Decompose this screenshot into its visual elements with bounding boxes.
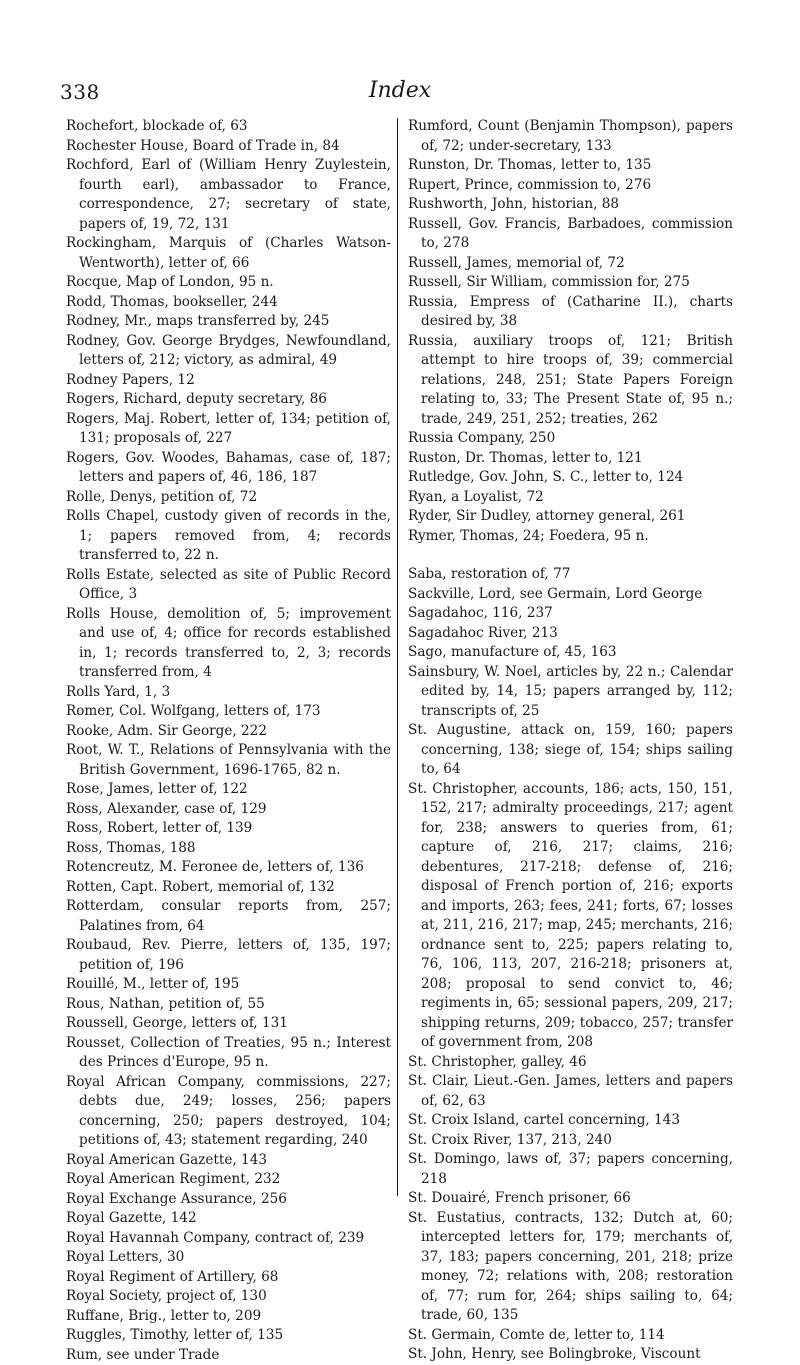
index-entry: Ryan, a Loyalist, 72 <box>408 488 733 508</box>
index-entry: Roubaud, Rev. Pierre, letters of, 135, 197; petition of, 196 <box>66 936 391 975</box>
index-entry: Rogers, Maj. Robert, letter of, 134; petition of, 131; proposals of, 227 <box>66 410 391 449</box>
index-entry: Rouillé, M., letter of, 195 <box>66 975 391 995</box>
index-entry: Rodney, Gov. George Brydges, Newfoundland, letters of, 212; victory, as admiral, 49 <box>66 332 391 371</box>
index-entry: Rotencreutz, M. Feronee de, letters of, 136 <box>66 858 391 878</box>
index-entry: Rooke, Adm. Sir George, 222 <box>66 722 391 742</box>
index-entry: Russell, Sir William, commission for, 275 <box>408 273 733 293</box>
index-entry: Rochefort, blockade of, 63 <box>66 117 391 137</box>
index-entry: St. Augustine, attack on, 159, 160; papers concerning, 138; siege of, 154; ships sailing to, 64 <box>408 721 733 780</box>
index-entry: Royal Letters, 30 <box>66 1248 391 1268</box>
index-entry: Ross, Alexander, case of, 129 <box>66 800 391 820</box>
index-entry: Rous, Nathan, petition of, 55 <box>66 995 391 1015</box>
column-divider <box>397 118 398 1196</box>
index-entry: Roussell, George, letters of, 131 <box>66 1014 391 1034</box>
index-entry: St. John, Henry, see Bolingbroke, Viscount <box>408 1345 733 1365</box>
index-entry: Rotterdam, consular reports from, 257; Palatines from, 64 <box>66 897 391 936</box>
index-entry: St. Croix River, 137, 213, 240 <box>408 1131 733 1151</box>
index-entry: Rolls House, demolition of, 5; improvement and use of, 4; office for records established in, 1; records transferred to, 2, 3; records transferred from, 4 <box>66 605 391 683</box>
index-entry: Rodney Papers, 12 <box>66 371 391 391</box>
index-entry: Rochester House, Board of Trade in, 84 <box>66 137 391 157</box>
index-entry: Ruggles, Timothy, letter of, 135 <box>66 1326 391 1346</box>
index-entry: Royal African Company, commissions, 227; debts due, 249; losses, 256; papers concerning, 250; papers destroyed, 104; petitions of, 43; statement regarding, 240 <box>66 1073 391 1151</box>
index-entry: Royal American Regiment, 232 <box>66 1170 391 1190</box>
index-entry: Rodney, Mr., maps transferred by, 245 <box>66 312 391 332</box>
index-entry: Russia, Empress of (Catharine II.), charts desired by, 38 <box>408 293 733 332</box>
index-entry: Root, W. T., Relations of Pennsylvania with the British Government, 1696-1765, 82 n. <box>66 741 391 780</box>
index-entry: Rymer, Thomas, 24; Foedera, 95 n. <box>408 527 733 547</box>
index-entry: Rose, James, letter of, 122 <box>66 780 391 800</box>
index-entry: Sagadahoc, 116, 237 <box>408 604 733 624</box>
index-entry: Ross, Thomas, 188 <box>66 839 391 859</box>
index-entry: Rogers, Gov. Woodes, Bahamas, case of, 187; letters and papers of, 46, 186, 187 <box>66 449 391 488</box>
index-entry: Royal American Gazette, 143 <box>66 1151 391 1171</box>
index-entry: Russell, Gov. Francis, Barbadoes, commission to, 278 <box>408 215 733 254</box>
index-entry: Rockingham, Marquis of (Charles Watson-Wentworth), letter of, 66 <box>66 234 391 273</box>
index-entry: St. Christopher, galley, 46 <box>408 1053 733 1073</box>
index-entry: Rolls Chapel, custody given of records in the, 1; papers removed from, 4; records transferred to, 22 n. <box>66 507 391 566</box>
index-entry: Ruston, Dr. Thomas, letter to, 121 <box>408 449 733 469</box>
index-entry: Rushworth, John, historian, 88 <box>408 195 733 215</box>
index-entry: Sagadahoc River, 213 <box>408 624 733 644</box>
index-entry: Royal Society, project of, 130 <box>66 1287 391 1307</box>
left-column <box>66 117 391 1365</box>
index-entry: Sago, manufacture of, 45, 163 <box>408 643 733 663</box>
index-entry: Rumford, Count (Benjamin Thompson), papers of, 72; under-secretary, 133 <box>408 117 733 156</box>
index-entry: Russell, James, memorial of, 72 <box>408 254 733 274</box>
index-entry: Sackville, Lord, see Germain, Lord George <box>408 585 733 605</box>
index-entry: Ross, Robert, letter of, 139 <box>66 819 391 839</box>
index-entry: Rogers, Richard, deputy secretary, 86 <box>66 390 391 410</box>
page-title: Index <box>0 78 800 103</box>
index-entry: Rutledge, Gov. John, S. C., letter to, 124 <box>408 468 733 488</box>
index-entry: Rocque, Map of London, 95 n. <box>66 273 391 293</box>
index-entry: Rum, see under Trade <box>66 1346 391 1365</box>
index-entry: St. Domingo, laws of, 37; papers concerning, 218 <box>408 1150 733 1189</box>
index-entry: Sainsbury, W. Noel, articles by, 22 n.; Calendar edited by, 14, 15; papers arranged by, 112; transcripts of, 25 <box>408 663 733 722</box>
letter-section-gap <box>408 546 733 565</box>
index-entry: St. Eustatius, contracts, 132; Dutch at, 60; intercepted letters for, 179; merchants of, 37, 183; papers concerning, 201, 218; prize money, 72; relations with, 208; restoration of, 77; rum for, 264; ships sailing to, 64; trade, 60, 135 <box>408 1209 733 1326</box>
index-entry: Russia, auxiliary troops of, 121; British attempt to hire troops of, 39; commercial relations, 248, 251; State Papers Foreign relating to, 33; The Present State of, 95 n.; trade, 249, 251, 252; treaties, 262 <box>408 332 733 430</box>
index-entry: Romer, Col. Wolfgang, letters of, 173 <box>66 702 391 722</box>
index-entry: Rochford, Earl of (William Henry Zuylestein, fourth earl), ambassador to France, correspondence, 27; secretary of state, papers of, 19, 72, 131 <box>66 156 391 234</box>
index-entry: St. Germain, Comte de, letter to, 114 <box>408 1326 733 1346</box>
index-entry: Royal Havannah Company, contract of, 239 <box>66 1229 391 1249</box>
index-entry: Royal Exchange Assurance, 256 <box>66 1190 391 1210</box>
index-entry: Rousset, Collection of Treaties, 95 n.; Interest des Princes d'Europe, 95 n. <box>66 1034 391 1073</box>
index-entry: Ruffane, Brig., letter to, 209 <box>66 1307 391 1327</box>
right-column <box>408 117 733 1365</box>
index-entry: Ryder, Sir Dudley, attorney general, 261 <box>408 507 733 527</box>
page-number: 338 <box>60 80 100 104</box>
index-entry: St. Douairé, French prisoner, 66 <box>408 1189 733 1209</box>
index-entry: Russia Company, 250 <box>408 429 733 449</box>
index-entry: Rodd, Thomas, bookseller, 244 <box>66 293 391 313</box>
index-entry: Rotten, Capt. Robert, memorial of, 132 <box>66 878 391 898</box>
index-entry: Rupert, Prince, commission to, 276 <box>408 176 733 196</box>
index-entry: Saba, restoration of, 77 <box>408 565 733 585</box>
index-entry: Royal Regiment of Artillery, 68 <box>66 1268 391 1288</box>
index-entry: Rolls Yard, 1, 3 <box>66 683 391 703</box>
index-entry: Rolle, Denys, petition of, 72 <box>66 488 391 508</box>
index-entry: Runston, Dr. Thomas, letter to, 135 <box>408 156 733 176</box>
index-entry: Rolls Estate, selected as site of Public Record Office, 3 <box>66 566 391 605</box>
index-entry: Royal Gazette, 142 <box>66 1209 391 1229</box>
index-entry: St. Christopher, accounts, 186; acts, 150, 151, 152, 217; admiralty proceedings, 217; agent for, 238; answers to queries from, 61; capture of, 216, 217; claims, 216; debentures, 217-218; defense of, 216; disposal of French portion of, 216; exports and imports, 263; fees, 241; forts, 67; losses at, 211, 216, 217; map, 245; merchants, 216; ordnance sent to, 225; papers relating to, 76, 106, 113, 207, 216-218; prisoners at, 208; proposal to send convict to, 46; regiments in, 65; sessional papers, 209, 217; shipping returns, 209; tobacco, 257; transfer of government from, 208 <box>408 780 733 1053</box>
index-entry: St. Croix Island, cartel concerning, 143 <box>408 1111 733 1131</box>
index-entry: St. Clair, Lieut.-Gen. James, letters and papers of, 62, 63 <box>408 1072 733 1111</box>
